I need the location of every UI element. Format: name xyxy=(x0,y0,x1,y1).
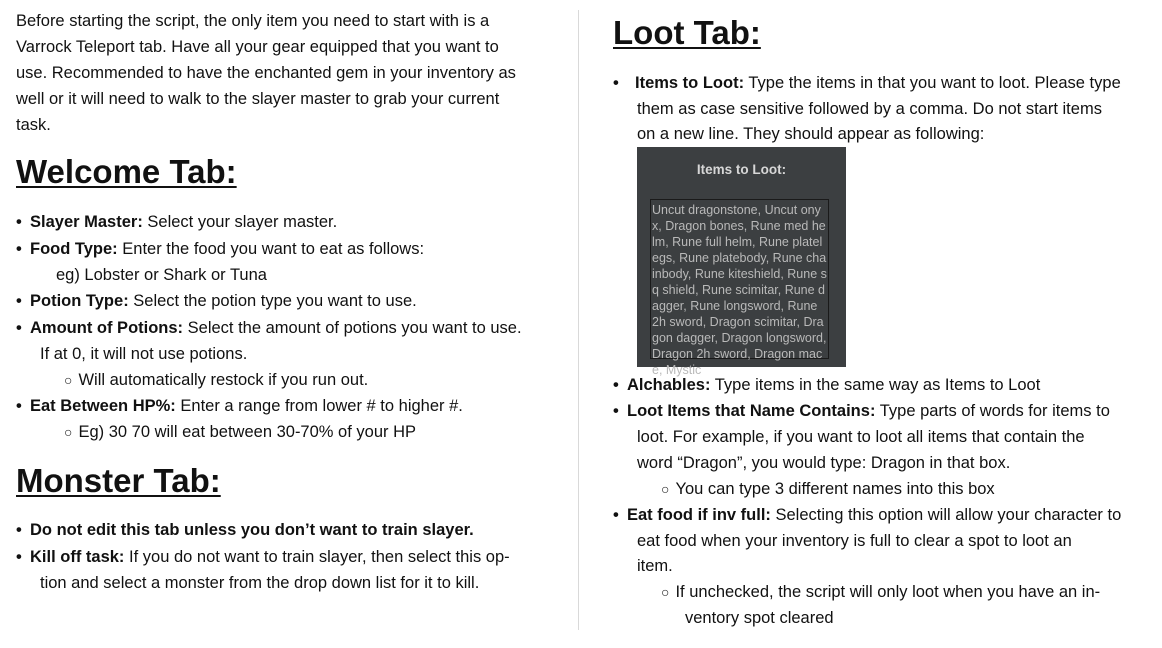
welcome-heading: Welcome Tab: xyxy=(16,153,237,190)
bullet-icon: • xyxy=(16,213,22,231)
items-to-loot-panel xyxy=(637,147,846,377)
items-to-loot-item: • Items to Loot: Type the items in that you want to loot. Please type xyxy=(613,70,1121,96)
potion-type-item: • Potion Type: Select the potion type you want to use. xyxy=(16,288,417,314)
bullet-icon: • xyxy=(613,402,619,420)
bullet-icon: • xyxy=(613,376,619,394)
bullet-icon: • xyxy=(16,521,22,539)
circle-bullet-icon: ○ xyxy=(64,372,73,388)
name-contains-sub: ○ You can type 3 different names into this box xyxy=(661,480,995,498)
eat-hp-item: • Eat Between HP%: Enter a range from lower # to higher #. xyxy=(16,393,463,419)
intro-line-3: use. Recommended to have the enchanted gem in your inventory as xyxy=(16,64,516,82)
name-contains-cont-2: word “Dragon”, you would type: Dragon in that box. xyxy=(637,454,1011,472)
items-to-loot-cont-1: them as case sensitive followed by a comma. Do not start items xyxy=(637,100,1102,118)
eat-full-item: • Eat food if inv full: Selecting this option will allow your character to xyxy=(613,502,1121,528)
eat-full-cont-1: eat food when your inventory is full to clear a spot to loot an xyxy=(637,532,1072,550)
bullet-icon: • xyxy=(16,240,22,258)
intro-line-1: Before starting the script, the only item you need to start with is a xyxy=(16,12,490,30)
eat-full-sub-cont: ventory spot cleared xyxy=(685,609,834,627)
bullet-icon: • xyxy=(613,74,619,92)
intro-line-5: task. xyxy=(16,116,51,134)
bullet-icon: • xyxy=(613,506,619,524)
items-to-loot-textarea[interactable]: Uncut dragonstone, Uncut onyx, Dragon bones, Rune med helm, Rune full helm, Rune platelegs, Rune platebody, Rune chainbody, Rune kiteshield, Rune sq shield, Rune scimitar, Rune dagger, Rune longsword, Rune 2h sword, Dragon scimitar, Dragon dagger, Dragon longsword, Dragon 2h sword, Dragon mace, Mystic xyxy=(650,199,829,359)
alchables-item: • Alchables: Type items in the same way as Items to Loot xyxy=(613,372,1040,398)
eat-full-cont-2: item. xyxy=(637,557,673,575)
circle-bullet-icon: ○ xyxy=(661,481,670,497)
name-contains-item: • Loot Items that Name Contains: Type parts of words for items to xyxy=(613,398,1110,424)
loot-heading: Loot Tab: xyxy=(613,14,761,51)
kill-off-item: • Kill off task: If you do not want to train slayer, then select this op- xyxy=(16,544,510,570)
kill-off-cont: tion and select a monster from the drop down list for it to kill. xyxy=(40,574,480,592)
intro-line-4: well or it will need to walk to the slayer master to grab your current xyxy=(16,90,500,108)
circle-bullet-icon: ○ xyxy=(661,584,670,600)
monster-heading: Monster Tab: xyxy=(16,462,221,499)
amount-potions-sub: ○ Will automatically restock if you run out. xyxy=(64,371,369,389)
name-contains-cont-1: loot. For example, if you want to loot all items that contain the xyxy=(637,428,1085,446)
intro-line-2: Varrock Teleport tab. Have all your gear equipped that you want to xyxy=(16,38,499,56)
amount-potions-cont: If at 0, it will not use potions. xyxy=(40,345,248,363)
circle-bullet-icon: ○ xyxy=(64,424,73,440)
panel-title: Items to Loot: xyxy=(696,162,787,177)
eat-full-sub: ○ If unchecked, the script will only loot when you have an in- xyxy=(661,583,1101,601)
bullet-icon: • xyxy=(16,397,22,415)
column-divider xyxy=(578,10,579,630)
no-edit-item: • Do not edit this tab unless you don’t want to train slayer. xyxy=(16,517,474,543)
amount-potions-item: • Amount of Potions: Select the amount of potions you want to use. xyxy=(16,315,522,341)
food-type-example: eg) Lobster or Shark or Tuna xyxy=(56,266,267,284)
bullet-icon: • xyxy=(16,548,22,566)
slayer-master-item: • Slayer Master: Select your slayer master. xyxy=(16,209,337,235)
bullet-icon: • xyxy=(16,292,22,310)
food-type-item: • Food Type: Enter the food you want to eat as follows: xyxy=(16,236,424,262)
eat-hp-sub: ○ Eg) 30 70 will eat between 30-70% of your HP xyxy=(64,423,416,441)
bullet-icon: • xyxy=(16,319,22,337)
items-to-loot-cont-2: on a new line. They should appear as following: xyxy=(637,125,985,143)
